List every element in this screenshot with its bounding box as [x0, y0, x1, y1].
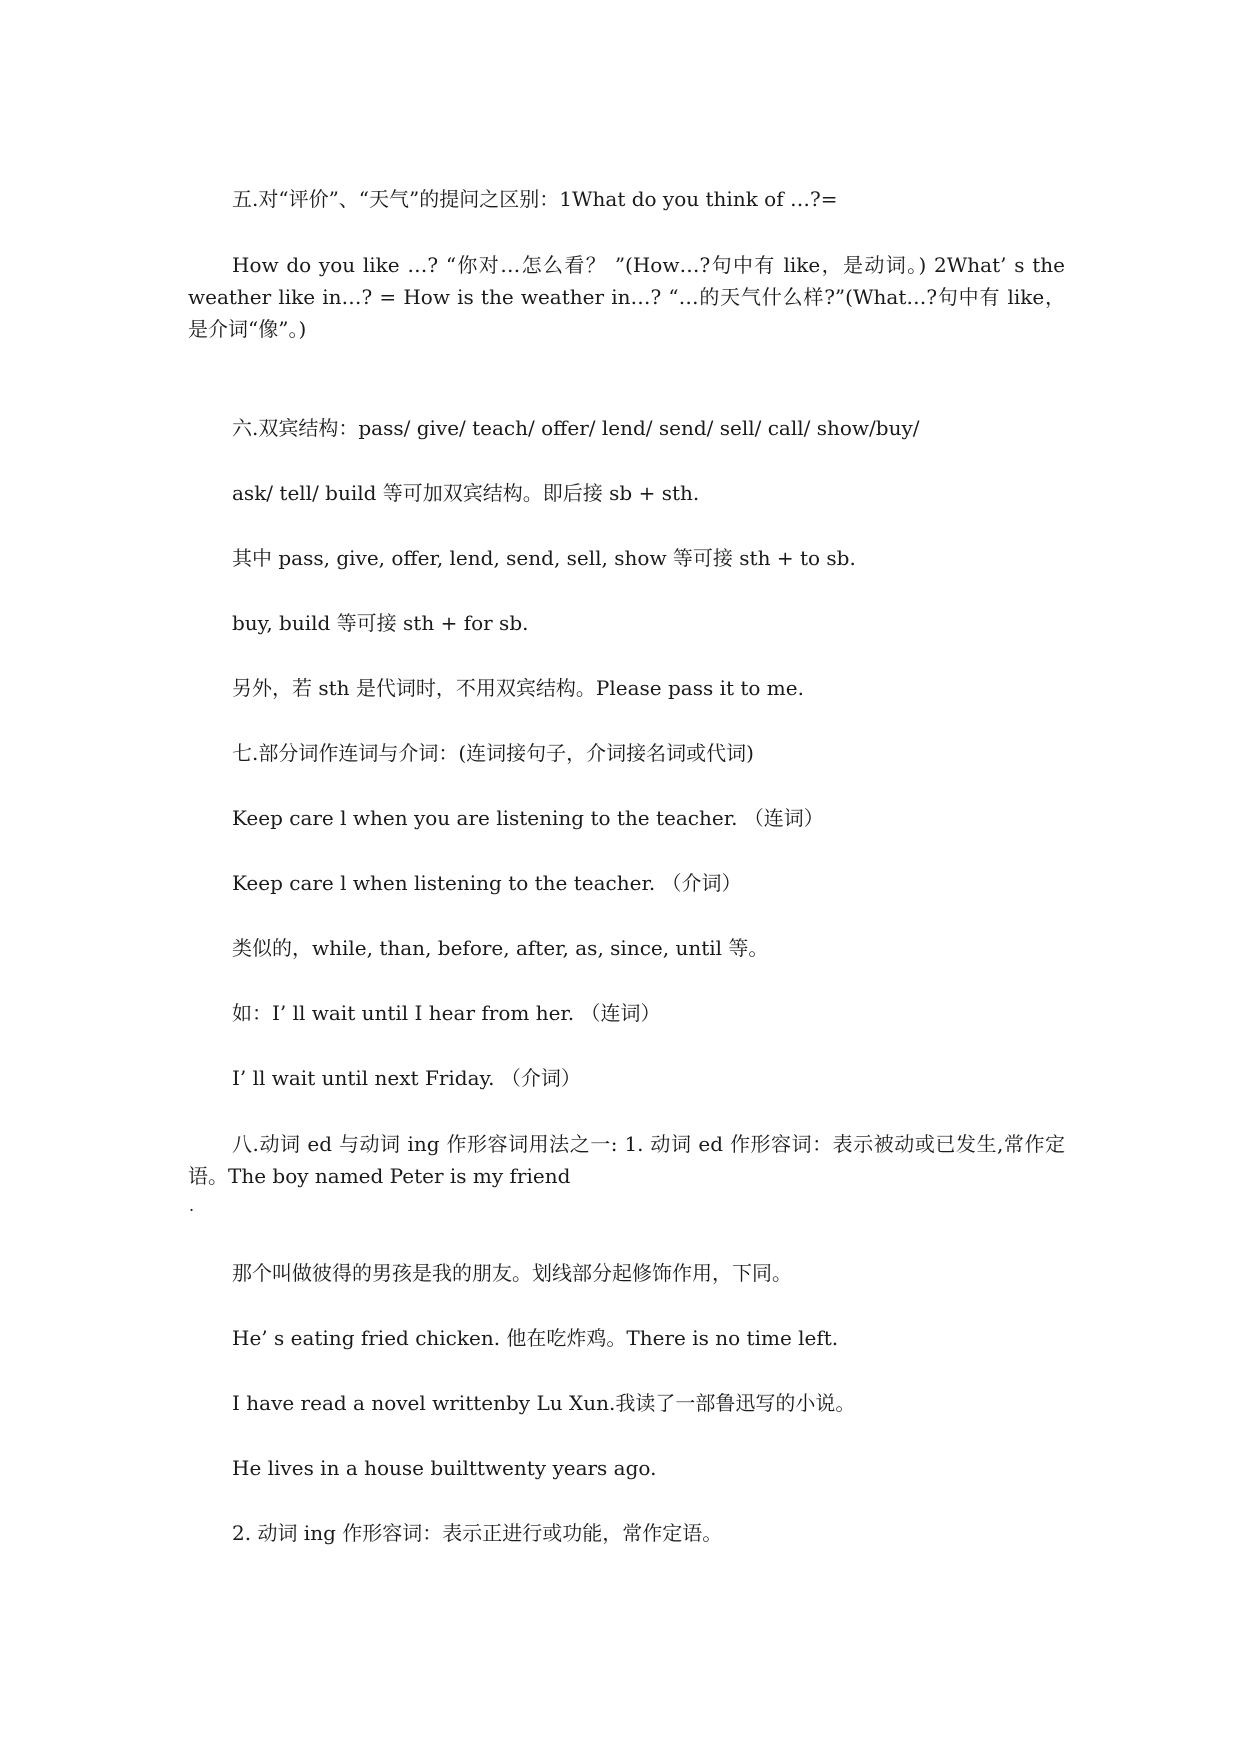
section-6-line-4: buy, build 等可接 sth + for sb.	[232, 611, 529, 635]
section-7-example-2: Keep care l when listening to the teacher. （介词）	[232, 871, 742, 895]
section-8-example-1: He’ s eating fried chicken. 他在吃炸鸡。There is no time left.	[232, 1326, 839, 1350]
section-6-line-3: 其中 pass, give, offer, lend, send, sell, show 等可接 sth + to sb.	[232, 546, 856, 570]
section-6-line-5: 另外，若 sth 是代词时，不用双宾结构。Please pass it to me.	[232, 676, 804, 700]
section-8-translation: 那个叫做彼得的男孩是我的朋友。划线部分起修饰作用，下同。	[232, 1261, 792, 1285]
section-7-similar: 类似的，while, than, before, after, as, since, until 等。	[232, 936, 769, 960]
section-8-point-2: 2. 动词 ing 作形容词：表示正进行或功能，常作定语。	[232, 1521, 723, 1545]
section-5-heading: 五.对“评价”、“天气”的提问之区别：1What do you think of …?=	[232, 187, 838, 211]
section-7-example-4: I’ ll wait until next Friday. （介词）	[232, 1066, 581, 1090]
section-8-example-3: He lives in a house builttwenty years ago.	[232, 1456, 657, 1480]
section-8-heading: 八.动词 ed 与动词 ing 作形容词用法之一: 1. 动词 ed 作形容词：表示被动或已发生,常作定语。The boy named Peter is my friend	[188, 1132, 1065, 1188]
section-8-example-2: I have read a novel writtenby Lu Xun.我读了一部鲁迅写的小说。	[232, 1391, 856, 1415]
stray-period: .	[189, 1196, 195, 1215]
section-5-body: How do you like …? “你对…怎么看？ ”(How…?句中有 like，是动词。) 2What’ s the weather like in…? = How is the weather in…? “…的天气什么样?”(What…?句中有 like，是介词“像”。)	[188, 253, 1065, 341]
section-7-example-3: 如：I’ ll wait until I hear from her. （连词）	[232, 1001, 661, 1025]
section-7-heading: 七.部分词作连词与介词：(连词接句子，介词接名词或代词)	[232, 741, 754, 765]
section-7-example-1: Keep care l when you are listening to the teacher. （连词）	[232, 806, 824, 830]
section-6-line-2: ask/ tell/ build 等可加双宾结构。即后接 sb + sth.	[232, 481, 700, 505]
section-6-heading: 六.双宾结构：pass/ give/ teach/ offer/ lend/ send/ sell/ call/ show/buy/	[232, 416, 920, 440]
